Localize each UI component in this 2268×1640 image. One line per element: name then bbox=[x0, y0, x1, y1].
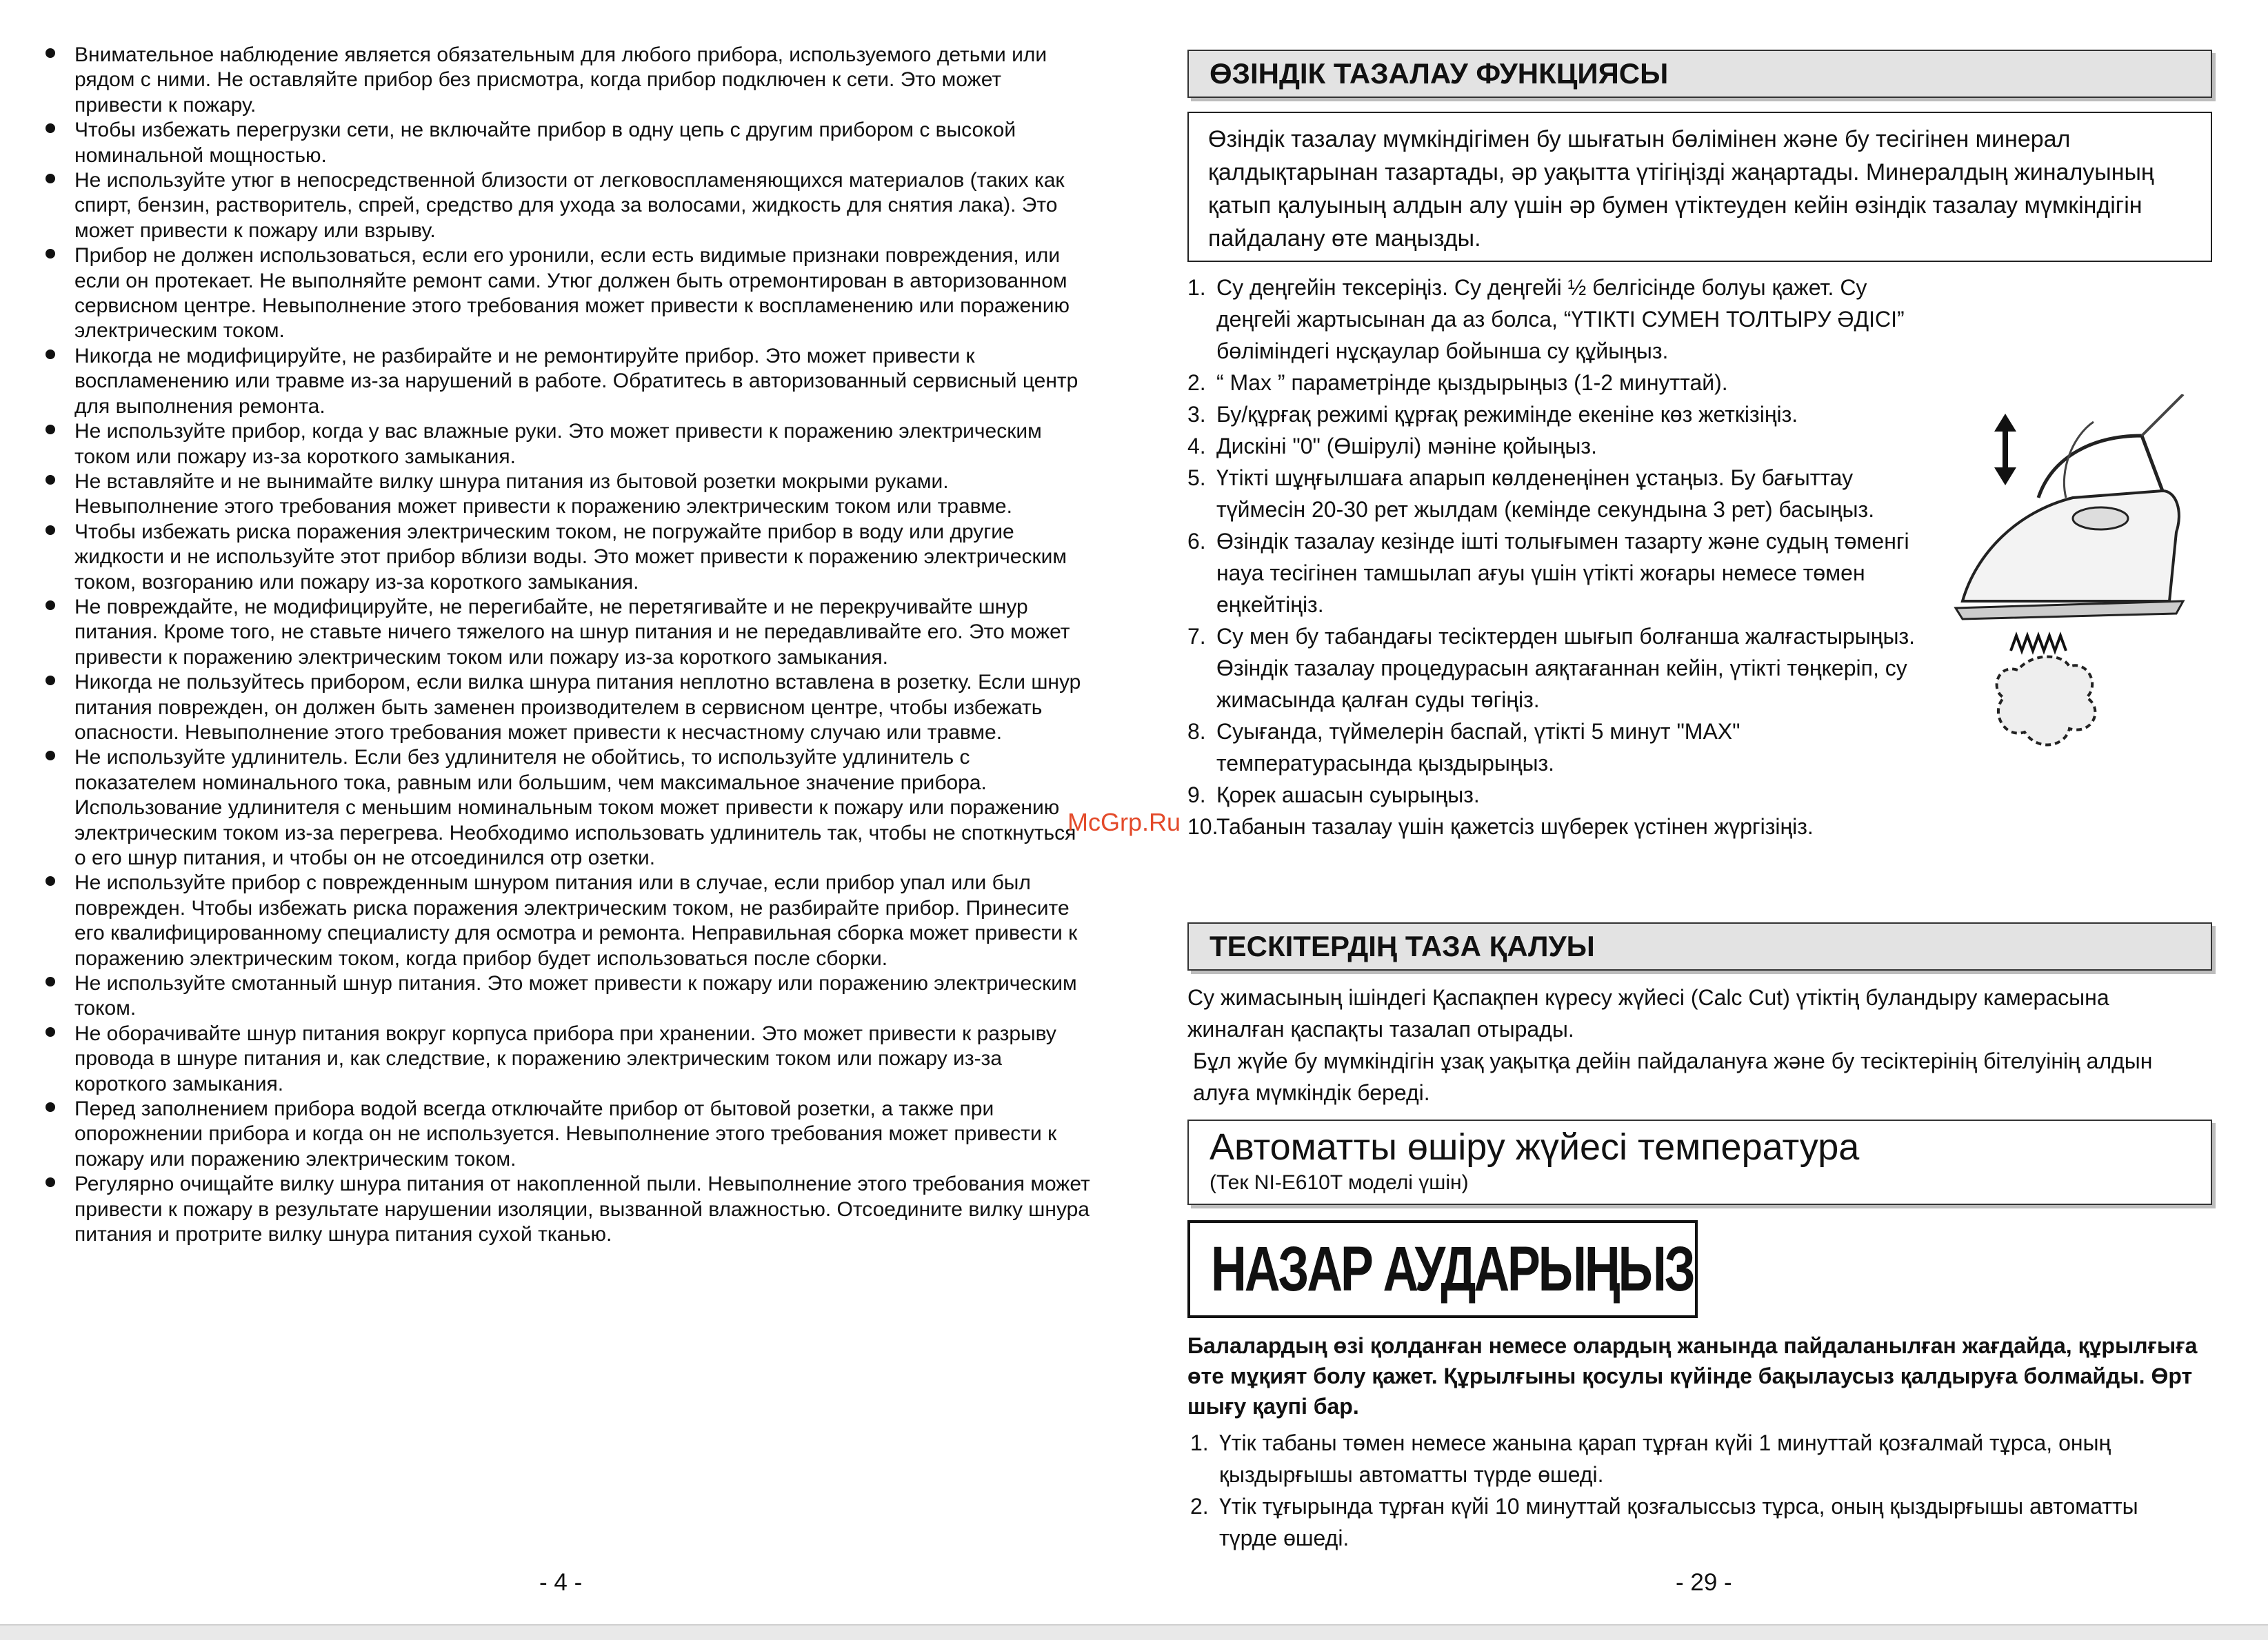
warning-text: Чтобы избежать риска поражения электрическим током, не погружайте прибор в воду или другие жидкости и не используйте этот прибор вблизи воды. Это может привести к поражению электрическим током, возгоранию или пожару из-за короткого замыкания. bbox=[74, 520, 1067, 594]
step-item bbox=[1187, 462, 1918, 525]
auto-off-title: Автоматты өшіру жүйесі температура bbox=[1210, 1126, 1860, 1168]
warning-item bbox=[43, 43, 1091, 118]
holes-paragraph-2: Бұл жүйе бу мүмкіндігін ұзақ уақытқа дейін пайдалануға және бу тесіктерінің бітелуінің алдын алуға мүмкіндік береді. bbox=[1193, 1049, 2153, 1105]
step-item bbox=[1190, 1427, 2197, 1490]
step-text: Үтік тұғырында тұрған күйі 10 минуттай қозғалыссыз тұрса, оның қыздырғышы автоматты түрде өшеді. bbox=[1219, 1494, 2138, 1550]
warning-text: Никогда не модифицируйте, не разбирайте и не ремонтируйте прибор. Это может привести к воспламенению или травме из-за нарушений в работе. Обратитесь в авторизованный сервисный центр для выполнения ремонта. bbox=[74, 344, 1078, 418]
step-item bbox=[1187, 779, 1918, 811]
holes-text bbox=[1187, 982, 2167, 1108]
warning-item bbox=[43, 520, 1091, 595]
step-item bbox=[1187, 272, 1918, 367]
step-text: Табанын тазалау үшін қажетсіз шүберек үстінен жүргізіңіз. bbox=[1216, 814, 1814, 839]
up-down-arrow-icon bbox=[1994, 414, 2016, 485]
warning-text: Не используйте удлинитель. Если без удлинителя не обойтись, то используйте удлинитель с показателем номинального тока, равным или большим, чем максимальное значение прибора. Использование удлинителя с меньшим номинальным током может привести к пожару или поражению электрическим током из-за перегрева. Необходимо использовать удлинитель так, чтобы не споткнуться о его шнур питания, и чтобы он не отсоединился отр озетки. bbox=[74, 746, 1076, 869]
warning-text: Не используйте смотанный шнур питания. Это может привести к пожару или поражению электрическим током. bbox=[74, 972, 1077, 1020]
step-number: 9. bbox=[1187, 782, 1206, 807]
left-page-warnings bbox=[43, 43, 1091, 1248]
self-clean-intro: Өзіндік тазалау мүмкіндігімен бу шығатын бөлімінен және бу тесігінен минерал қалдықтарынан тазартады, әр уақытта үтігіңізді жаңартады. Минералдың жиналуының қатып қалуының алдын алу үшін әр бумен үтіктеуден кейін өзіндік тазалау мүмкіндігін пайдалану өте маңызды. bbox=[1187, 112, 2212, 262]
step-number: 1. bbox=[1190, 1430, 1209, 1455]
step-item bbox=[1187, 811, 1918, 842]
attention-warning: Балалардың өзі қолданған немесе олардың жанында пайдаланылған жағдайда, құрылғыға өте мұқият болу қажет. Құрылғыны қосулы күйінде бақылаусыз қалдыруға болмайды. Өрт шығу қаупі бар. bbox=[1187, 1333, 2198, 1419]
step-text: Үтікті шұңғылшаға апарып көлденеңінен ұстаңыз. Бу бағыттау түймесін 20-30 рет жылдам (кемінде секундына 3 рет) басыңыз. bbox=[1216, 465, 1875, 522]
warning-item bbox=[43, 670, 1091, 745]
warning-item bbox=[43, 118, 1091, 168]
iron-steam-illustration bbox=[1935, 394, 2197, 753]
bullet-icon bbox=[46, 751, 55, 760]
bullet-icon bbox=[46, 249, 55, 259]
bullet-icon bbox=[46, 1102, 55, 1112]
step-item bbox=[1190, 1490, 2197, 1554]
bullet-icon bbox=[46, 676, 55, 685]
auto-off-subtitle: (Тек NI-E610T моделі үшін) bbox=[1210, 1171, 1469, 1194]
warning-text: Не используйте утюг в непосредственной близости от легковоспламеняющихся материалов (таких как спирт, бензин, растворитель, спрей, средство для ухода за волосами, жидкость для снятия лака). Это может привести к пожару или взрыву. bbox=[74, 169, 1065, 242]
warning-item bbox=[43, 971, 1091, 1022]
bullet-icon bbox=[46, 600, 55, 610]
warning-item bbox=[43, 1097, 1091, 1172]
auto-off-box bbox=[1187, 1120, 2212, 1205]
step-text: Үтік табаны төмен немесе жанына қарап тұрған күйі 1 минуттай қозғалмай тұрса, оның қыздырғышы автоматты түрде өшеді. bbox=[1219, 1430, 2111, 1487]
warning-item bbox=[43, 469, 1091, 520]
page-number-left: - 4 - bbox=[539, 1569, 583, 1596]
warning-list bbox=[43, 43, 1091, 1248]
step-item bbox=[1187, 525, 1918, 620]
step-text: Суығанда, түймелерін баспай, үтікті 5 минут "MAX" температурасында қыздырыңыз. bbox=[1216, 719, 1740, 776]
warning-text: Не повреждайте, не модифицируйте, не перегибайте, не перетягивайте и не перекручивайте шнур питания. Кроме того, не ставьте ничего тяжелого на шнур питания и не передавливайте его. Это может привести к поражению электрическим током или пожару из-за короткого замыкания. bbox=[74, 595, 1070, 669]
warning-item bbox=[43, 871, 1091, 971]
step-number: 2. bbox=[1190, 1494, 1209, 1519]
step-number: 7. bbox=[1187, 624, 1206, 649]
bullet-icon bbox=[46, 525, 55, 535]
bullet-icon bbox=[46, 174, 55, 183]
step-text: Су мен бу табандағы тесіктерден шығып болғанша жалғастырыңыз. Өзіндік тазалау процедурасын аяқтағаннан кейін, үтікті төңкеріп, су жимасында қалған суды төгіңіз. bbox=[1216, 624, 1915, 712]
step-item bbox=[1187, 398, 1918, 430]
attention-label: НАЗАР АУДАРЫҢЫЗ bbox=[1211, 1233, 1694, 1304]
warning-text: Не оборачивайте шнур питания вокруг корпуса прибора при хранении. Это может привести к разрыву провода в шнуре питания и, как следствие, к поражению электрическим током или пожару из-за короткого замыкания. bbox=[74, 1022, 1056, 1095]
warning-text: Не используйте прибор с поврежденным шнуром питания или в случае, если прибор упал или был поврежден. Чтобы избежать риска поражения электрическим током, не разбирайте прибор. Принесите его квалифицированному специалисту для осмотра и ремонта. Неправильная сборка может привести к поражению электрическим током, когда прибор будет использоваться после сборки. bbox=[74, 871, 1078, 970]
step-text: “ Max ” параметрінде қыздырыңыз (1-2 минуттай). bbox=[1216, 370, 1728, 395]
bullet-icon bbox=[46, 876, 55, 886]
warning-text: Не используйте прибор, когда у вас влажные руки. Это может привести к поражению электрическим током или пожару из-за короткого замыкания. bbox=[74, 420, 1042, 468]
bullet-icon bbox=[46, 1027, 55, 1037]
warning-text: Регулярно очищайте вилку шнура питания от накопленной пыли. Невыполнение этого требования может привести к пожару в результате нарушении изоляции, вызванной влажностью. Отсоедините вилку шнура питания и протрите вилку шнура питания сухой тканью. bbox=[74, 1173, 1090, 1246]
attention-box bbox=[1187, 1220, 1698, 1318]
step-text: Өзіндік тазалау кезінде ішті толығымен тазарту және судың төменгі науа тесігінен тамшылап ағуы үшін үтікті жоғары немесе төмен еңкейтіңіз. bbox=[1216, 529, 1909, 617]
warning-text: Внимательное наблюдение является обязательным для любого прибора, используемого детьми или рядом с ними. Не оставляйте прибор без присмотра, когда прибор подключен к сети. Это может привести к пожару. bbox=[74, 43, 1047, 117]
step-item bbox=[1187, 367, 1918, 398]
holes-paragraph-1: Су жимасының ішіндегі Қаспақпен күресу жүйесі (Calc Cut) үтіктің буландыру камерасына жиналған қаспақты тазалап отырады. bbox=[1187, 985, 2109, 1042]
warning-item bbox=[43, 168, 1091, 243]
bullet-icon bbox=[46, 48, 55, 58]
step-text: Қорек ашасын суырыңыз. bbox=[1216, 782, 1480, 807]
self-clean-steps bbox=[1187, 272, 1918, 842]
step-number: 3. bbox=[1187, 402, 1206, 427]
self-clean-heading: ӨЗІНДІК ТАЗАЛАУ ФУНКЦИЯСЫ bbox=[1187, 50, 2212, 98]
warning-text: Чтобы избежать перегрузки сети, не включайте прибор в одну цепь с другим прибором с высокой номинальной мощностью. bbox=[74, 119, 1016, 167]
auto-off-steps bbox=[1190, 1427, 2197, 1554]
step-text: Су деңгейін тексеріңіз. Су деңгейі ½ белгісінде болуы қажет. Су деңгейі жартысынан да аз болса, “ҮТІКТІ СУМЕН ТОЛТЫРУ ӘДІСІ” бөліміндегі нұсқаулар бойынша су құйыңыз. bbox=[1216, 275, 1905, 363]
step-number: 10. bbox=[1187, 814, 1218, 839]
page-number-right: - 29 - bbox=[1676, 1569, 1732, 1596]
warning-item bbox=[43, 1172, 1091, 1247]
bullet-icon bbox=[46, 350, 55, 359]
bullet-icon bbox=[46, 425, 55, 434]
step-number: 5. bbox=[1187, 465, 1206, 490]
warning-item bbox=[43, 745, 1091, 871]
step-item bbox=[1187, 430, 1918, 462]
step-number: 8. bbox=[1187, 719, 1206, 744]
step-item bbox=[1187, 620, 1918, 716]
bullet-icon bbox=[46, 1177, 55, 1187]
step-item bbox=[1187, 716, 1918, 779]
bottom-strip bbox=[0, 1624, 2268, 1640]
warning-text: Перед заполнением прибора водой всегда отключайте прибор от бытовой розетки, а также при опорожнении прибора и когда он не используется. Невыполнение этого требования может привести к пожару или поражению электрическим током. bbox=[74, 1097, 1057, 1171]
bullet-icon bbox=[46, 475, 55, 485]
watermark: McGrp.Ru bbox=[1067, 808, 1181, 836]
warning-item bbox=[43, 1022, 1091, 1097]
warning-text: Никогда не пользуйтесь прибором, если вилка шнура питания неплотно вставлена в розетку. Если шнур питания поврежден, он должен быть заменен производителем в сервисном центре, чтобы избежать опасности. Невыполнение этого требования может привести к несчастному случаю или травме. bbox=[74, 671, 1081, 744]
step-text: Бу/құрғақ режимі құрғақ режимінде екеніне көз жеткізіңіз. bbox=[1216, 402, 1798, 427]
warning-item bbox=[43, 344, 1091, 419]
step-number: 4. bbox=[1187, 434, 1206, 458]
step-number: 2. bbox=[1187, 370, 1206, 395]
warning-item bbox=[43, 595, 1091, 670]
bullet-icon bbox=[46, 977, 55, 986]
step-text: Дискіні "0" (Өшірулі) мәніне қойыңыз. bbox=[1216, 434, 1597, 458]
holes-heading: ТЕСКІТЕРДІҢ ТАЗА ҚАЛУЫ bbox=[1187, 922, 2212, 971]
warning-item bbox=[43, 419, 1091, 469]
step-number: 1. bbox=[1187, 275, 1206, 300]
bullet-icon bbox=[46, 123, 55, 133]
step-number: 6. bbox=[1187, 529, 1206, 554]
warning-item bbox=[43, 243, 1091, 344]
warning-text: Не вставляйте и не вынимайте вилку шнура питания из бытовой розетки мокрыми руками. Невыполнение этого требования может привести к поражению электрическим током или травме. bbox=[74, 469, 1012, 518]
warning-text: Прибор не должен использоваться, если его уронили, если есть видимые признаки повреждения, или если он протекает. Не выполняйте ремонт сами. Утюг должен быть отремонтирован в авторизованном сервисном центре. Невыполнение этого требования может привести к воспламенению или поражению электрическим током. bbox=[74, 244, 1070, 343]
